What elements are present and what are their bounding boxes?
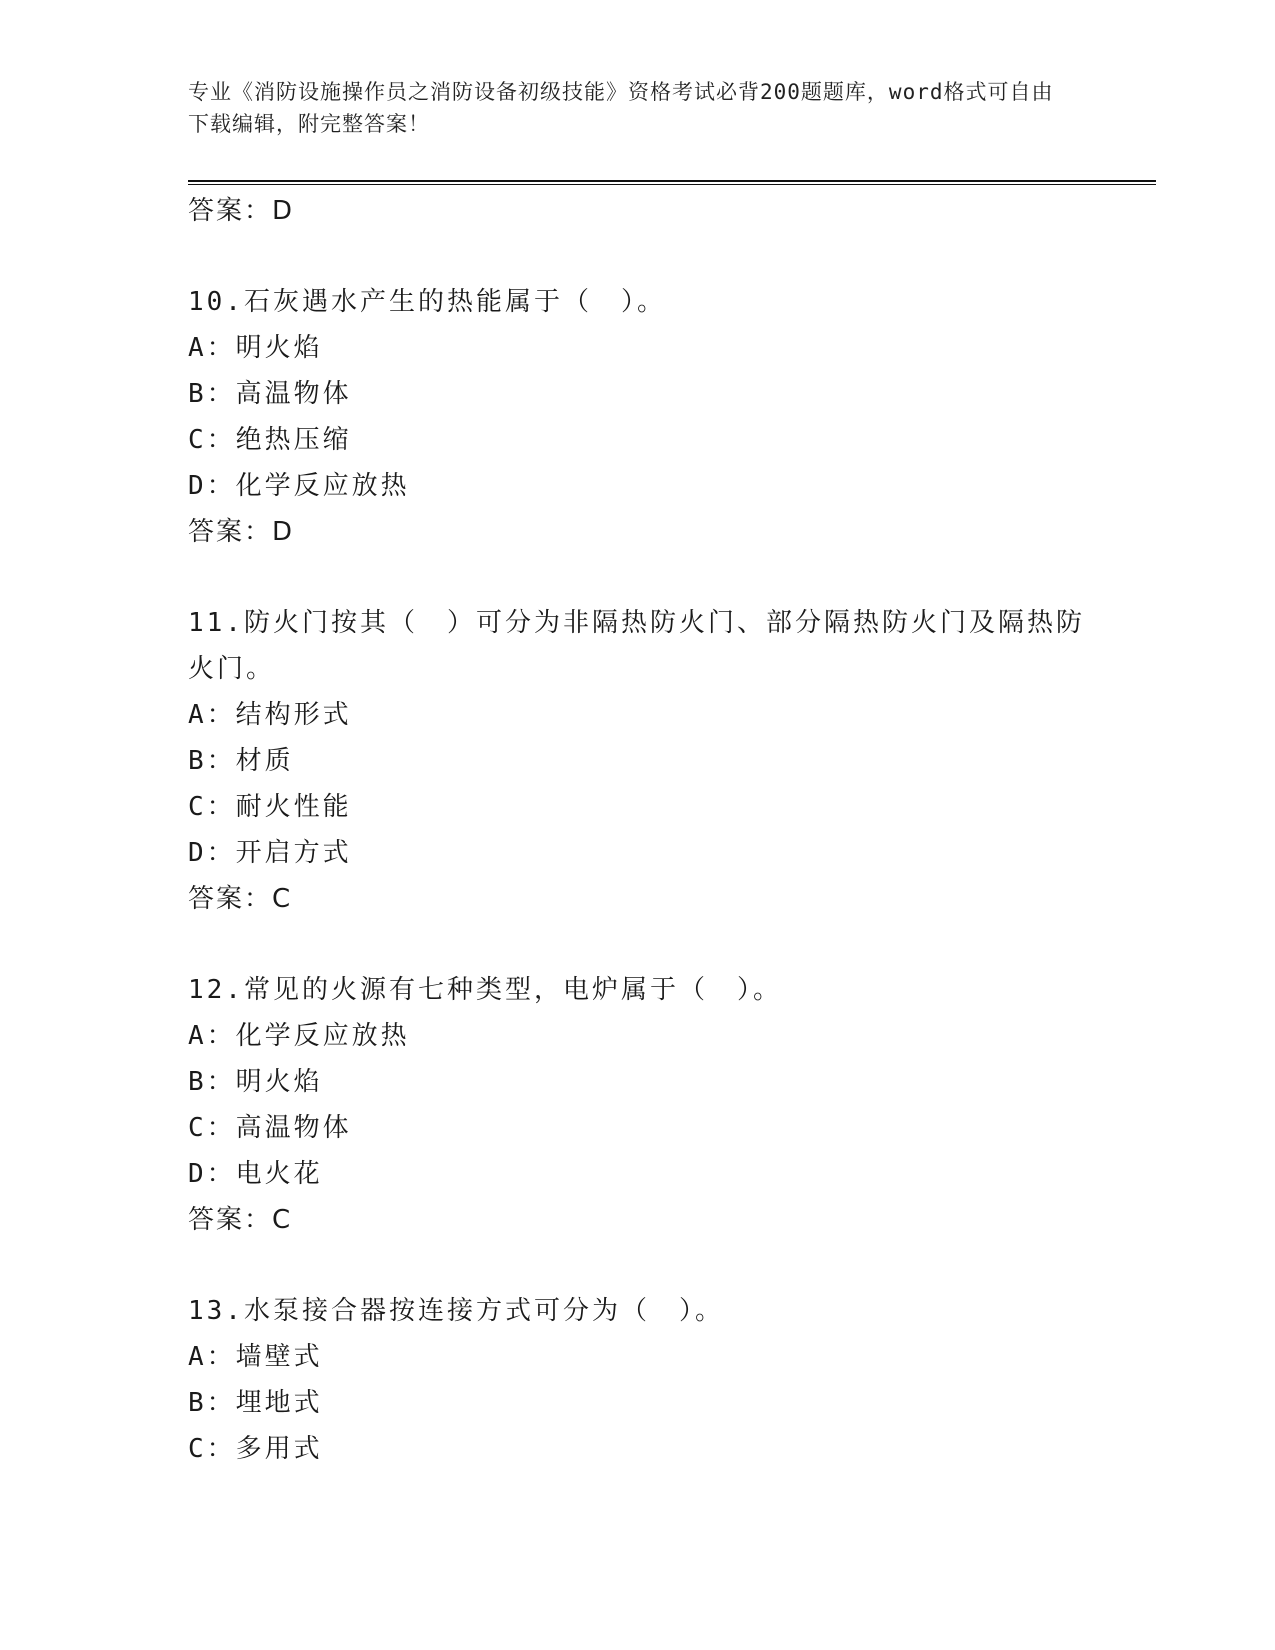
option-b: B：高温物体 [188,379,352,409]
question-12 [188,967,1088,1243]
answer-line: 答案：C [188,884,293,914]
question-stem: 11.防火门按其（ ）可分为非隔热防火门、部分隔热防火门及隔热防火门。 [188,608,1085,684]
header-divider [188,180,1156,185]
option-a: A：化学反应放热 [188,1021,410,1051]
option-d: D：开启方式 [188,838,352,868]
option-a: A：结构形式 [188,700,352,730]
document-body [188,188,1088,1472]
option-d: D：电火花 [188,1159,323,1189]
option-b: B：材质 [188,746,294,776]
option-b: B：埋地式 [188,1388,323,1418]
answer-line: 答案：D [188,517,295,547]
option-a: A：墙壁式 [188,1342,323,1372]
answer-line: 答案：C [188,1205,293,1235]
option-c: C：耐火性能 [188,792,352,822]
question-13 [188,1288,1088,1472]
question-stem: 12.常见的火源有七种类型，电炉属于（ ）。 [188,975,782,1005]
option-c: C：多用式 [188,1434,323,1464]
question-10 [188,279,1088,555]
option-c: C：绝热压缩 [188,425,352,455]
option-a: A：明火焰 [188,333,323,363]
option-b: B：明火焰 [188,1067,323,1097]
option-d: D：化学反应放热 [188,471,410,501]
option-c: C：高温物体 [188,1113,352,1143]
answer-line: 答案：D [188,196,295,226]
question-11 [188,600,1088,922]
question-stem: 13.水泵接合器按连接方式可分为（ ）。 [188,1296,724,1326]
page-header: 专业《消防设施操作员之消防设备初级技能》资格考试必背200题题库，word格式可自由下载编辑，附完整答案！ [188,80,1054,136]
question-stem: 10.石灰遇水产生的热能属于（ ）。 [188,287,666,317]
